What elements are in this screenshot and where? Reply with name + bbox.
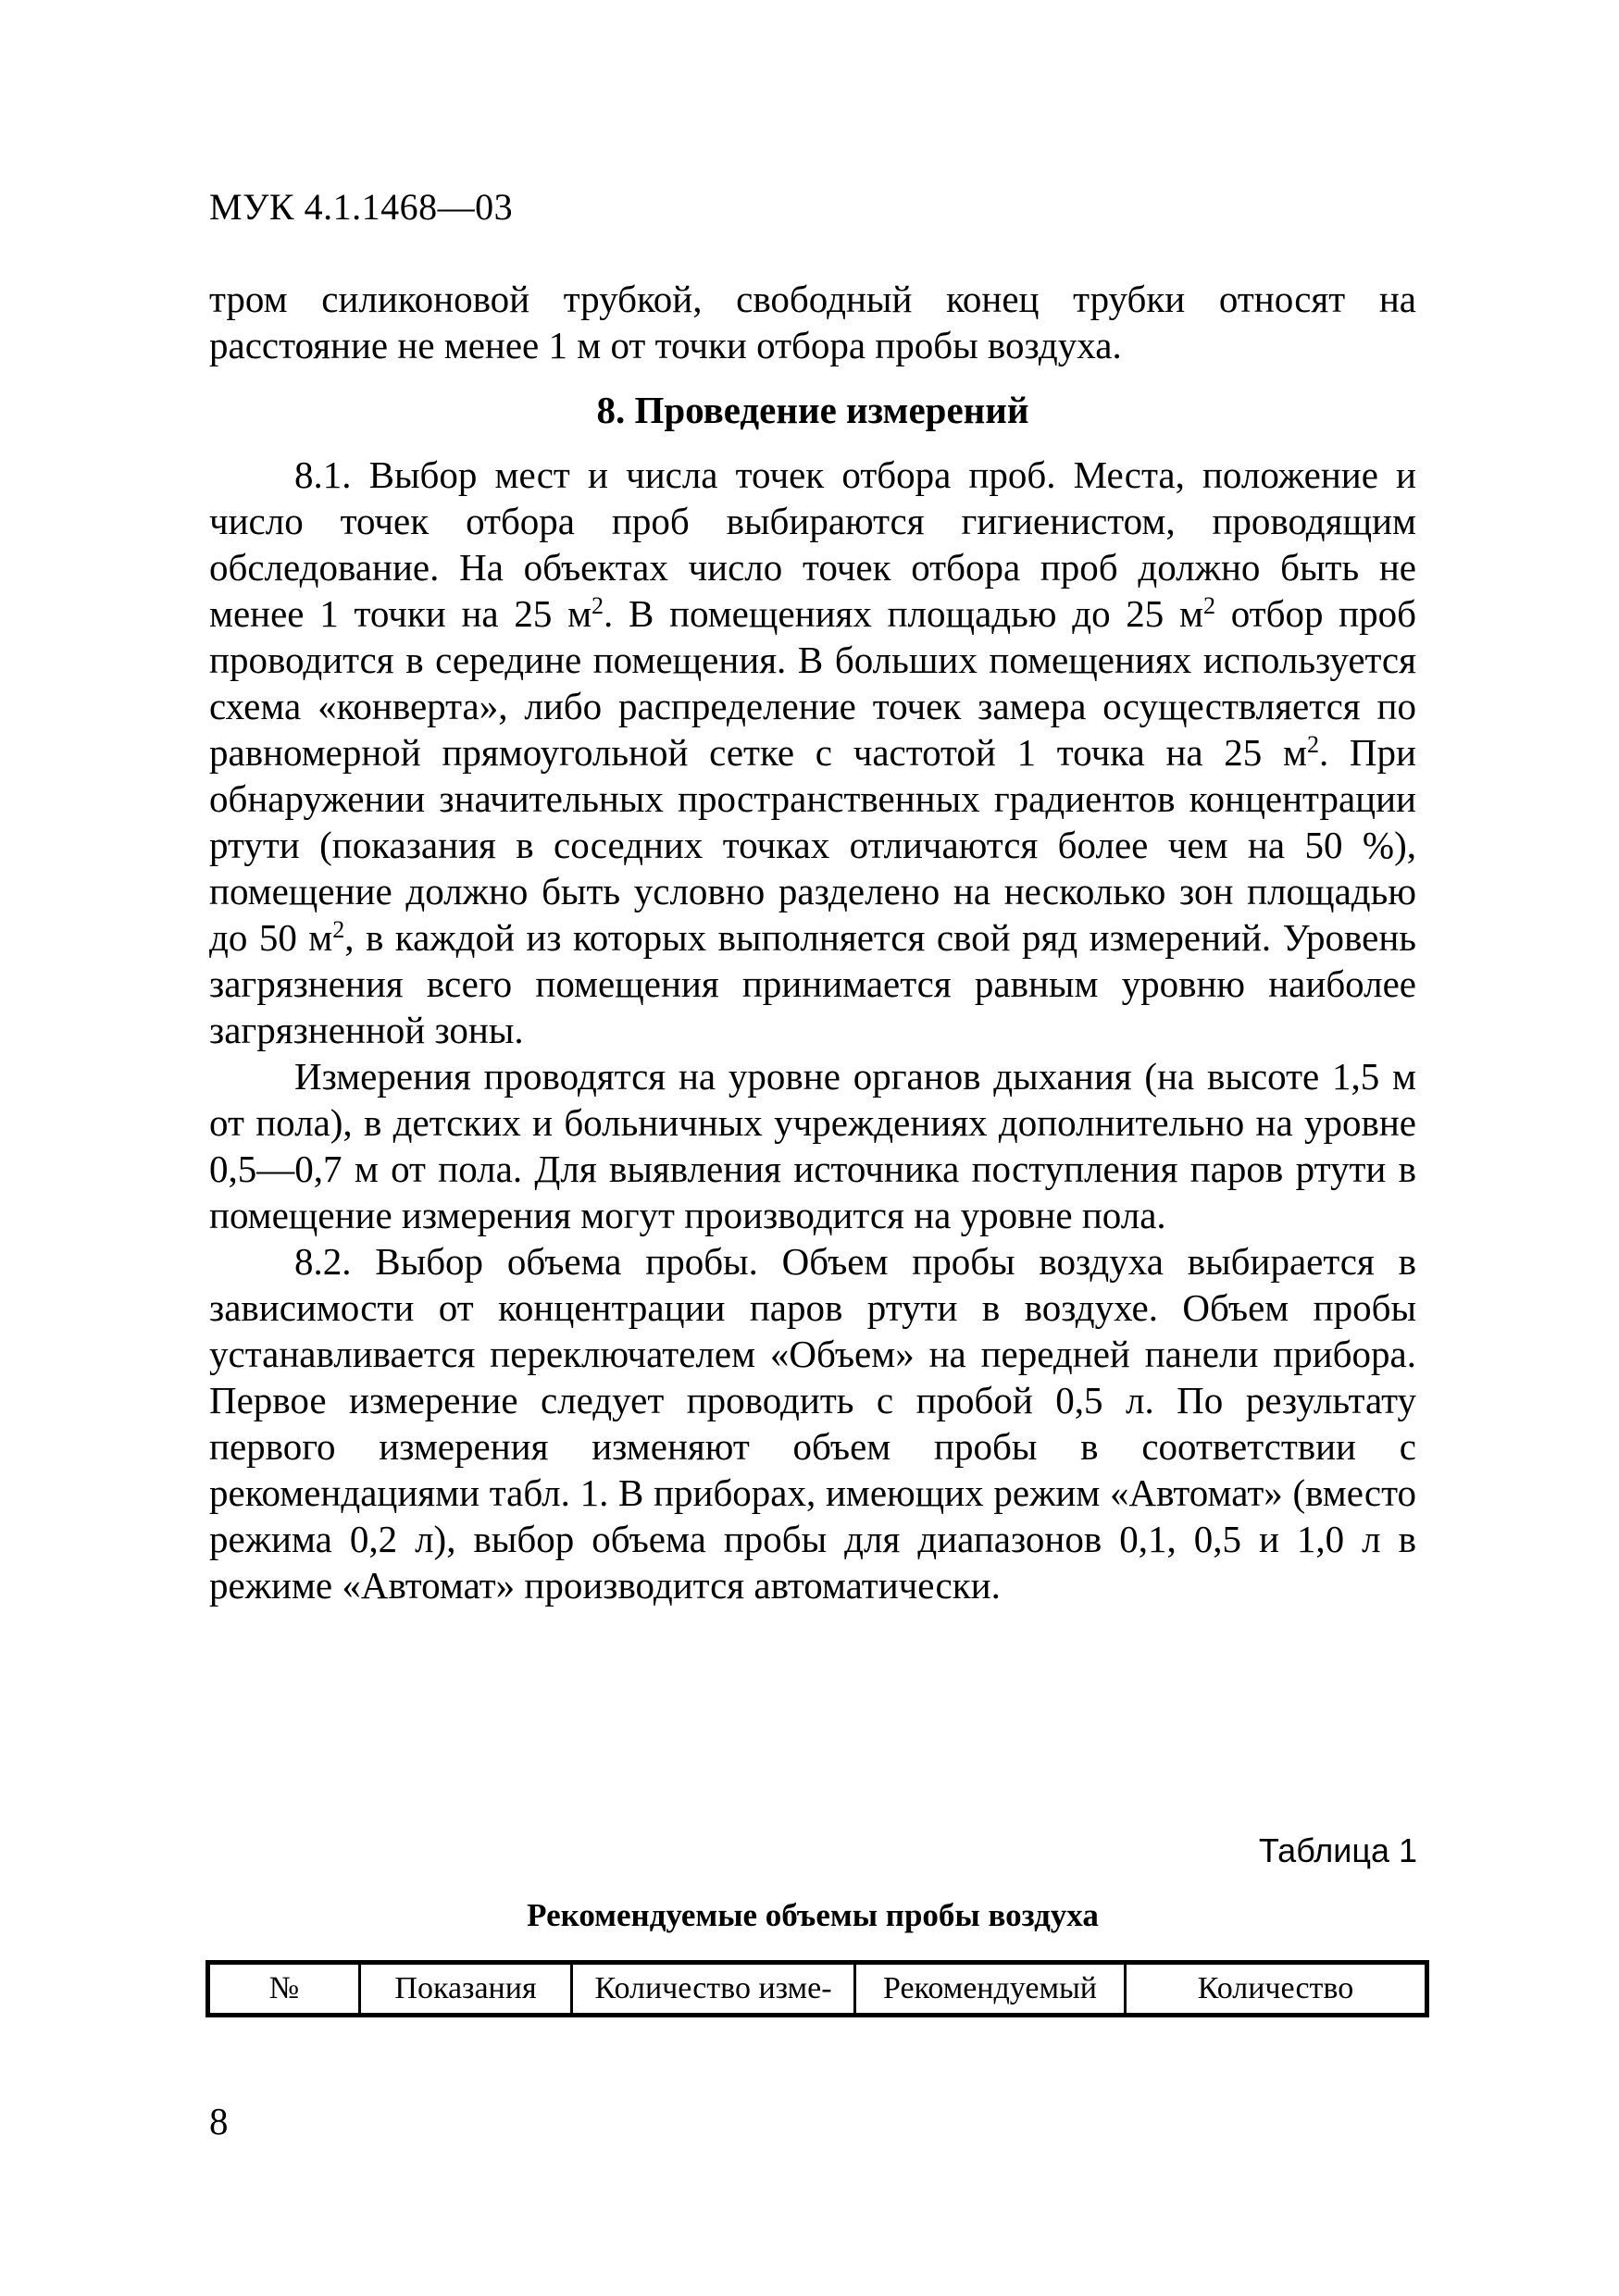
table-title: Рекомендуемые объемы пробы воздуха [527,1897,1099,1933]
body-text [209,276,1416,1608]
continuation-paragraph: тром силиконовой трубкой, свободный конец трубки относят на расстояние не менее 1 м от точки отбора пробы воздуха. [209,278,1416,366]
paragraph-8-2: 8.2. Выбор объема пробы. Объем пробы воздуха выбирается в зависимости от концентрации паров ртути в воздухе. Объем пробы устанавливается переключателем «Объем» на передней панели прибора. Первое измерение следует проводить с пробой 0,5 л. По результату первого измерения изменяют объем пробы в соответствии с рекомендациями табл. 1. В приборах, имеющих режим «Автомат» (вместо режима 0,2 л), выбор объема пробы для диапазонов 0,1, 0,5 и 1,0 л в режиме «Автомат» производится автоматически. [209,1240,1416,1607]
column-header-recommended: Рекомендуемый [855,1963,1126,2016]
page-number: 8 [209,2100,229,2142]
column-header-count: Количество [1126,1963,1427,2016]
paragraph-8-1 [209,452,1416,1053]
table-caption: Таблица 1 [1258,1831,1417,1869]
paragraph-text: . В помещениях площадью до 25 м [604,592,1203,635]
paragraph-text: отбор проб проводится в середине помещения. В больших помещениях используется схема «конверта», либо распределение точек замера осуществляется по равномерной прямоугольной сетке с частотой 1 точка на 25 м [209,592,1416,774]
paragraph-text: , в каждой из которых выполняется свой ряд измерений. Уровень загрязнения всего помещения принимается равным уровню наиболее загрязненной зоны. [209,916,1416,1051]
recommended-volumes-table [205,1960,1429,2017]
superscript: 2 [592,592,604,619]
superscript: 2 [1306,731,1319,758]
superscript: 2 [332,916,345,943]
column-header-number: № [268,1971,300,2005]
superscript: 2 [1202,592,1215,619]
section-heading: 8. Проведение измерений [596,389,1029,431]
paragraph-measurement-height: Измерения проводятся на уровне органов дыхания (на высоте 1,5 м от пола), в детских и больничных учреждениях дополнительно на уровне 0,5—0,7 м от пола. Для выявления источника поступления паров ртути в помещение измерения могут производится на уровне пола. [209,1055,1416,1236]
column-header-measurement-count: Количество изме- [572,1963,855,2016]
paragraph-text: 8.1. Выбор мест и числа точек отбора проб. Места, положение и число точек отбора проб выбираются гигиенистом, проводящим обследование. На объектах число точек отбора проб должно быть не менее 1 точки на 25 м [209,453,1416,635]
column-header-readings: Показания [360,1963,572,2016]
table-container [205,1960,1429,2017]
paragraph-text: . При обнаружении значительных пространственных градиентов концентрации ртути (показания в соседних точках отличаются более чем на 50 %), помещение должно быть условно разделено на несколько зон площадью до 50 м [209,731,1416,959]
table-header-row [208,1963,1427,2016]
running-header: МУК 4.1.1468—03 [209,186,514,228]
